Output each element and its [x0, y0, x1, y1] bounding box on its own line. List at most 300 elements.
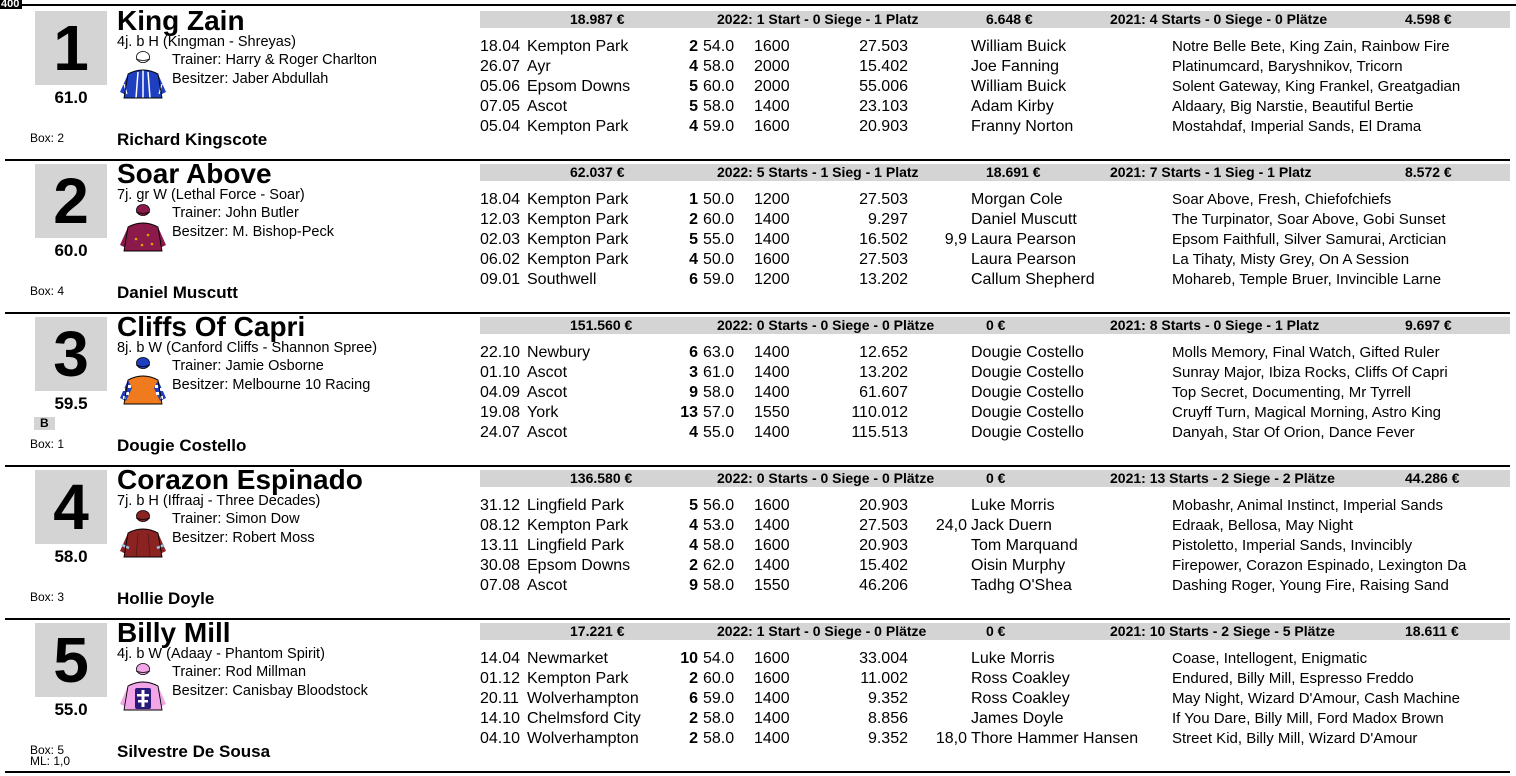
finish-place: 2 [689, 557, 698, 574]
stats-2022: 2022: 0 Starts - 0 Siege - 0 Plätze [717, 317, 935, 333]
race-row [0, 270, 1516, 290]
pedigree: 7j. gr W (Lethal Force - Soar) [117, 187, 305, 203]
race-row [0, 230, 1516, 250]
race-result: Notre Belle Bete, King Zain, Rainbow Fire [1172, 38, 1450, 55]
race-row [0, 669, 1516, 689]
race-date: 31.12 [480, 497, 521, 514]
race-prize: 27.503 [859, 251, 908, 268]
race-weight: 56.0 [703, 497, 735, 514]
earnings-2022: 0 € [986, 317, 1006, 333]
race-jockey: William Buick [971, 78, 1067, 95]
race-prize: 20.903 [859, 497, 908, 514]
race-jockey: Dougie Costello [971, 364, 1084, 381]
race-result: Epsom Faithfull, Silver Samurai, Arctician [1172, 231, 1447, 248]
earnings-summary [480, 164, 1510, 181]
box-label: Box: 5 [30, 743, 65, 757]
box-label: Box: 2 [30, 131, 65, 145]
race-track: Kempton Park [527, 517, 629, 534]
race-track: Epsom Downs [527, 557, 631, 574]
race-row [0, 190, 1516, 210]
race-track: Lingfield Park [527, 537, 624, 554]
race-distance: 1400 [754, 364, 790, 381]
finish-place: 4 [689, 251, 698, 268]
race-jockey: Franny Norton [971, 118, 1074, 135]
race-result: Top Secret, Documenting, Mr Tyrrell [1172, 384, 1411, 401]
race-result: Molls Memory, Final Watch, Gifted Ruler [1172, 344, 1440, 361]
race-jockey: Luke Morris [971, 497, 1055, 514]
horse-name: Billy Mill [117, 617, 231, 648]
race-jockey: Tom Marquand [971, 537, 1078, 554]
race-tag: 400 [0, 0, 22, 9]
race-track: Ascot [527, 424, 568, 441]
earnings-2021: 9.697 € [1405, 317, 1452, 333]
finish-place: 4 [689, 424, 698, 441]
race-odds: 9,9 [944, 231, 967, 248]
finish-place: 6 [689, 271, 698, 288]
race-row [0, 97, 1516, 117]
start-number: 4 [35, 470, 107, 544]
race-date: 09.01 [480, 271, 521, 288]
race-row [0, 77, 1516, 97]
race-row [0, 729, 1516, 749]
finish-place: 2 [689, 730, 698, 747]
race-distance: 1400 [754, 557, 790, 574]
race-jockey: Morgan Cole [971, 191, 1063, 208]
race-prize: 115.513 [851, 424, 908, 441]
race-date: 18.04 [480, 38, 521, 55]
finish-place: 2 [689, 670, 698, 687]
race-distance: 1400 [754, 690, 790, 707]
race-row [0, 649, 1516, 669]
race-track: Wolverhampton [527, 690, 639, 707]
race-weight: 58.0 [703, 98, 735, 115]
stats-2022: 2022: 0 Starts - 0 Siege - 0 Plätze [717, 470, 935, 486]
race-track: Ayr [527, 58, 551, 75]
finish-place: 10 [680, 650, 698, 667]
race-track: Chelmsford City [527, 710, 641, 727]
race-track: Kempton Park [527, 251, 629, 268]
owner: Besitzer: Jaber Abdullah [172, 71, 329, 87]
jockey-name: Daniel Muscutt [117, 283, 238, 302]
stats-2021: 2021: 13 Starts - 2 Siege - 2 Plätze [1110, 470, 1335, 486]
race-distance: 1200 [754, 271, 790, 288]
race-weight: 60.0 [703, 670, 735, 687]
race-weight: 59.0 [703, 690, 735, 707]
race-row [0, 343, 1516, 363]
race-result: Firepower, Corazon Espinado, Lexington Da [1172, 557, 1467, 574]
race-jockey: Ross Coakley [971, 670, 1070, 687]
race-date: 18.04 [480, 191, 521, 208]
race-result: Aldaary, Big Narstie, Beautiful Bertie [1172, 98, 1414, 115]
race-distance: 1600 [754, 118, 790, 135]
finish-place: 4 [689, 58, 698, 75]
total-earnings: 62.037 € [570, 164, 625, 180]
race-result: Street Kid, Billy Mill, Wizard D'Amour [1172, 730, 1418, 747]
earnings-2021: 8.572 € [1405, 164, 1452, 180]
owner: Besitzer: Canisbay Bloodstock [172, 683, 368, 699]
race-weight: 55.0 [703, 231, 735, 248]
finish-place: 9 [689, 384, 698, 401]
race-date: 01.10 [480, 364, 521, 381]
ml-label: ML: 1,0 [30, 754, 71, 768]
race-weight: 57.0 [703, 404, 735, 421]
total-earnings: 136.580 € [570, 470, 633, 486]
owner: Besitzer: Melbourne 10 Racing [172, 377, 371, 393]
race-odds: 18,0 [935, 730, 967, 747]
race-prize: 16.502 [859, 231, 908, 248]
race-date: 13.11 [480, 537, 519, 554]
carried-weight: 61.0 [54, 88, 88, 107]
race-result: Cruyff Turn, Magical Morning, Astro King [1172, 404, 1442, 421]
race-row [0, 536, 1516, 556]
race-row [0, 689, 1516, 709]
race-row [0, 363, 1516, 383]
earnings-2022: 18.691 € [986, 164, 1041, 180]
race-prize: 13.202 [859, 364, 908, 381]
race-track: Epsom Downs [527, 78, 631, 95]
finish-place: 6 [689, 690, 698, 707]
race-track: Kempton Park [527, 211, 629, 228]
race-row [0, 57, 1516, 77]
runner-block [0, 5, 1516, 161]
race-distance: 1400 [754, 231, 790, 248]
carried-weight: 58.0 [54, 547, 88, 566]
race-distance: 1400 [754, 344, 790, 361]
race-distance: 1400 [754, 517, 790, 534]
race-jockey: Tadhg O'Shea [971, 577, 1072, 594]
runner-block [0, 158, 1516, 314]
race-prize: 9.352 [867, 690, 908, 707]
jockey-name: Hollie Doyle [117, 589, 215, 608]
race-result: Mohareb, Temple Bruer, Invincible Larne [1172, 271, 1442, 288]
earnings-summary [480, 623, 1510, 640]
trainer: Trainer: Harry & Roger Charlton [172, 52, 377, 68]
race-jockey: Callum Shepherd [971, 271, 1095, 288]
race-distance: 1400 [754, 384, 790, 401]
race-track: Ascot [527, 577, 568, 594]
finish-place: 2 [689, 38, 698, 55]
race-date: 22.10 [480, 344, 521, 361]
race-jockey: James Doyle [971, 710, 1064, 727]
pedigree: 4j. b H (Kingman - Shreyas) [117, 34, 296, 50]
race-prize: 33.004 [859, 650, 908, 667]
race-weight: 59.0 [703, 118, 735, 135]
race-track: Newmarket [527, 650, 608, 667]
finish-place: 13 [680, 404, 698, 421]
race-row [0, 383, 1516, 403]
carried-weight: 60.0 [54, 241, 88, 260]
race-jockey: Dougie Costello [971, 384, 1084, 401]
race-track: Kempton Park [527, 118, 629, 135]
earnings-2022: 6.648 € [986, 11, 1033, 27]
horse-name: Cliffs Of Capri [117, 311, 306, 342]
race-row [0, 709, 1516, 729]
start-number: 3 [35, 317, 107, 391]
race-prize: 9.352 [867, 730, 908, 747]
race-prize: 55.006 [859, 78, 908, 95]
race-distance: 1550 [754, 404, 790, 421]
finish-place: 4 [689, 537, 698, 554]
total-earnings: 17.221 € [570, 623, 625, 639]
carried-weight: 55.0 [54, 700, 88, 719]
race-weight: 63.0 [703, 344, 735, 361]
horse-name: Soar Above [117, 158, 272, 189]
race-distance: 1600 [754, 38, 790, 55]
finish-place: 5 [689, 78, 698, 95]
race-jockey: Thore Hammer Hansen [971, 730, 1139, 747]
race-result: Pistoletto, Imperial Sands, Invincibly [1172, 537, 1413, 554]
race-prize: 27.503 [859, 191, 908, 208]
owner: Besitzer: M. Bishop-Peck [172, 224, 334, 240]
finish-place: 3 [689, 364, 698, 381]
race-prize: 46.206 [859, 577, 908, 594]
race-distance: 1550 [754, 577, 790, 594]
box-label: Box: 4 [30, 284, 65, 298]
pedigree: 8j. b W (Canford Cliffs - Shannon Spree) [117, 340, 378, 356]
race-result: La Tihaty, Misty Grey, On A Session [1172, 251, 1410, 268]
race-row [0, 516, 1516, 536]
race-result: If You Dare, Billy Mill, Ford Madox Brown [1172, 710, 1444, 727]
finish-place: 4 [689, 517, 698, 534]
race-track: Lingfield Park [527, 497, 624, 514]
race-weight: 61.0 [703, 364, 735, 381]
race-row [0, 250, 1516, 270]
stats-2021: 2021: 8 Starts - 0 Siege - 1 Platz [1110, 317, 1320, 333]
race-result: Soar Above, Fresh, Chiefofchiefs [1172, 191, 1392, 208]
race-jockey: Laura Pearson [971, 251, 1076, 268]
race-track: Southwell [527, 271, 597, 288]
finish-place: 9 [689, 577, 698, 594]
pedigree: 7j. b H (Iffraaj - Three Decades) [117, 493, 321, 509]
runner-block [0, 311, 1516, 467]
carried-weight: 59.5 [54, 394, 88, 413]
trainer: Trainer: Simon Dow [172, 511, 300, 527]
race-distance: 1400 [754, 98, 790, 115]
race-prize: 20.903 [859, 537, 908, 554]
total-earnings: 151.560 € [570, 317, 633, 333]
race-weight: 58.0 [703, 577, 735, 594]
race-jockey: Daniel Muscutt [971, 211, 1077, 228]
race-row [0, 423, 1516, 443]
race-distance: 1200 [754, 191, 790, 208]
race-weight: 50.0 [703, 251, 735, 268]
race-prize: 9.297 [867, 211, 908, 228]
race-distance: 1400 [754, 730, 790, 747]
owner: Besitzer: Robert Moss [172, 530, 315, 546]
stats-2021: 2021: 10 Starts - 2 Siege - 5 Plätze [1110, 623, 1335, 639]
race-distance: 1600 [754, 670, 790, 687]
stats-2022: 2022: 1 Start - 0 Siege - 0 Plätze [717, 623, 927, 639]
race-track: Kempton Park [527, 670, 629, 687]
stats-2021: 2021: 4 Starts - 0 Siege - 0 Plätze [1110, 11, 1328, 27]
race-prize: 8.856 [867, 710, 908, 727]
race-date: 19.08 [480, 404, 521, 421]
race-jockey: Oisin Murphy [971, 557, 1066, 574]
total-earnings: 18.987 € [570, 11, 625, 27]
race-date: 07.05 [480, 98, 521, 115]
finish-place: 1 [689, 191, 698, 208]
race-date: 07.08 [480, 577, 521, 594]
stats-2022: 2022: 1 Start - 0 Siege - 1 Platz [717, 11, 919, 27]
race-prize: 110.012 [851, 404, 908, 421]
race-date: 14.10 [480, 710, 521, 727]
jockey-name: Richard Kingscote [117, 130, 268, 149]
race-prize: 61.607 [859, 384, 908, 401]
race-weight: 58.0 [703, 710, 735, 727]
race-date: 04.09 [480, 384, 521, 401]
race-distance: 1400 [754, 211, 790, 228]
race-weight: 50.0 [703, 191, 735, 208]
race-date: 14.04 [480, 650, 521, 667]
jockey-name: Silvestre De Sousa [117, 742, 271, 761]
race-result: May Night, Wizard D'Amour, Cash Machine [1172, 690, 1460, 707]
race-weight: 58.0 [703, 730, 735, 747]
finish-place: 5 [689, 497, 698, 514]
horse-name: King Zain [117, 5, 245, 36]
horse-name: Corazon Espinado [117, 464, 363, 495]
race-weight: 54.0 [703, 650, 735, 667]
box-label: Box: 1 [30, 437, 65, 451]
race-jockey: Joe Fanning [971, 58, 1060, 75]
race-track: York [527, 404, 559, 421]
earnings-summary [480, 11, 1510, 28]
race-distance: 2000 [754, 78, 790, 95]
race-jockey: Dougie Costello [971, 424, 1084, 441]
race-weight: 60.0 [703, 211, 735, 228]
start-number: 2 [35, 164, 107, 238]
race-jockey: Adam Kirby [971, 98, 1054, 115]
race-result: Mobashr, Animal Instinct, Imperial Sands [1172, 497, 1443, 514]
race-date: 30.08 [480, 557, 521, 574]
earnings-2021: 18.611 € [1405, 623, 1459, 639]
race-weight: 55.0 [703, 424, 735, 441]
race-row [0, 496, 1516, 516]
trainer: Trainer: John Butler [172, 205, 299, 221]
block-divider [5, 771, 1510, 773]
race-row [0, 556, 1516, 576]
race-jockey: William Buick [971, 38, 1067, 55]
race-track: Newbury [527, 344, 591, 361]
race-distance: 1600 [754, 650, 790, 667]
race-prize: 27.503 [859, 517, 908, 534]
race-row [0, 37, 1516, 57]
race-result: Coase, Intellogent, Enigmatic [1172, 650, 1368, 667]
race-date: 26.07 [480, 58, 521, 75]
race-prize: 15.402 [859, 58, 908, 75]
race-date: 08.12 [480, 517, 521, 534]
race-jockey: Ross Coakley [971, 690, 1070, 707]
race-distance: 2000 [754, 58, 790, 75]
race-weight: 62.0 [703, 557, 735, 574]
race-track: Ascot [527, 364, 568, 381]
race-result: Solent Gateway, King Frankel, Greatgadian [1172, 78, 1461, 95]
race-track: Kempton Park [527, 191, 629, 208]
race-jockey: Jack Duern [971, 517, 1052, 534]
race-distance: 1400 [754, 424, 790, 441]
race-date: 01.12 [480, 670, 521, 687]
race-row [0, 403, 1516, 423]
jockey-name: Dougie Costello [117, 436, 247, 455]
race-result: The Turpinator, Soar Above, Gobi Sunset [1172, 211, 1446, 228]
race-date: 24.07 [480, 424, 521, 441]
race-result: Edraak, Bellosa, May Night [1172, 517, 1353, 534]
race-result: Platinumcard, Baryshnikov, Tricorn [1172, 58, 1403, 75]
race-odds: 24,0 [935, 517, 967, 534]
trainer: Trainer: Jamie Osborne [172, 358, 324, 374]
race-prize: 23.103 [859, 98, 908, 115]
finish-place: 2 [689, 710, 698, 727]
earnings-summary [480, 470, 1510, 487]
blinkers-badge: B [34, 417, 55, 430]
start-number: 5 [35, 623, 107, 697]
race-row [0, 210, 1516, 230]
earnings-2022: 0 € [986, 623, 1006, 639]
race-prize: 27.503 [859, 38, 908, 55]
race-prize: 11.002 [860, 670, 908, 687]
race-jockey: Dougie Costello [971, 404, 1084, 421]
race-weight: 58.0 [703, 384, 735, 401]
pedigree: 4j. b W (Adaay - Phantom Spirit) [117, 646, 325, 662]
race-weight: 59.0 [703, 271, 735, 288]
race-weight: 60.0 [703, 78, 735, 95]
race-date: 05.06 [480, 78, 521, 95]
race-row [0, 117, 1516, 137]
race-jockey: Dougie Costello [971, 344, 1084, 361]
race-track: Wolverhampton [527, 730, 639, 747]
race-prize: 12.652 [859, 344, 908, 361]
race-row [0, 576, 1516, 596]
race-track: Kempton Park [527, 231, 629, 248]
race-prize: 20.903 [859, 118, 908, 135]
trainer: Trainer: Rod Millman [172, 664, 307, 680]
race-track: Ascot [527, 98, 568, 115]
finish-place: 6 [689, 344, 698, 361]
finish-place: 5 [689, 231, 698, 248]
race-distance: 1400 [754, 710, 790, 727]
race-date: 04.10 [480, 730, 521, 747]
race-weight: 54.0 [703, 38, 735, 55]
race-result: Dashing Roger, Young Fire, Raising Sand [1172, 577, 1449, 594]
race-distance: 1600 [754, 497, 790, 514]
runner-block [0, 617, 1516, 773]
race-weight: 58.0 [703, 537, 735, 554]
race-track: Kempton Park [527, 38, 629, 55]
race-prize: 13.202 [859, 271, 908, 288]
race-weight: 53.0 [703, 517, 735, 534]
race-weight: 58.0 [703, 58, 735, 75]
runner-block [0, 464, 1516, 620]
stats-2021: 2021: 7 Starts - 1 Sieg - 1 Platz [1110, 164, 1312, 180]
box-label: Box: 3 [30, 590, 65, 604]
finish-place: 4 [689, 118, 698, 135]
race-result: Endured, Billy Mill, Espresso Freddo [1172, 670, 1414, 687]
race-distance: 1600 [754, 251, 790, 268]
start-number: 1 [35, 11, 107, 85]
race-prize: 15.402 [859, 557, 908, 574]
race-distance: 1600 [754, 537, 790, 554]
race-date: 12.03 [480, 211, 521, 228]
earnings-2021: 4.598 € [1405, 11, 1452, 27]
race-date: 20.11 [480, 690, 519, 707]
finish-place: 2 [689, 211, 698, 228]
race-result: Sunray Major, Ibiza Rocks, Cliffs Of Capri [1172, 364, 1448, 381]
race-date: 02.03 [480, 231, 521, 248]
finish-place: 5 [689, 98, 698, 115]
race-date: 06.02 [480, 251, 521, 268]
earnings-2022: 0 € [986, 470, 1006, 486]
race-jockey: Luke Morris [971, 650, 1055, 667]
race-result: Danyah, Star Of Orion, Dance Fever [1172, 424, 1415, 441]
